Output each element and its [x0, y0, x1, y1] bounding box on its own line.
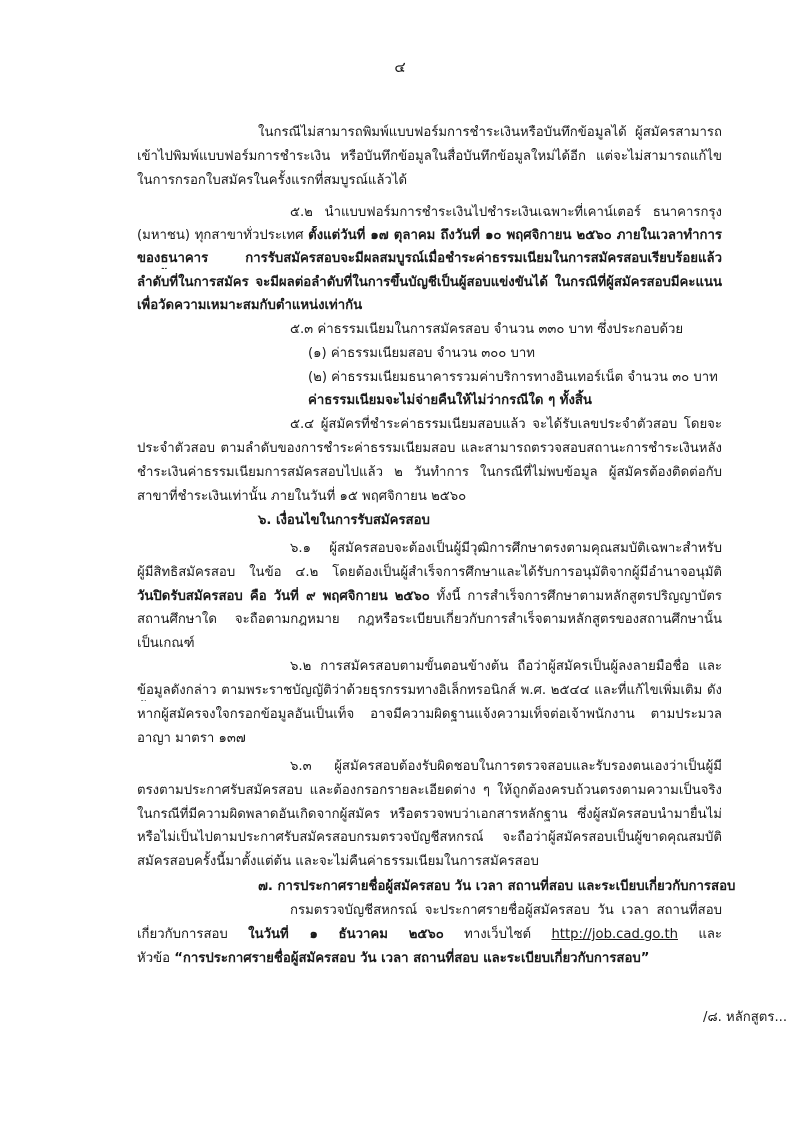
text-run: ชำระเงินค่าธรรมเนียมการสมัครสอบไปแล้ว ๒ วันทำการ ในกรณีที่ไม่พบข้อมูล ผู้สมัครต้องติดต่อกับ [137, 465, 722, 480]
text-line [290, 203, 722, 223]
text-line [290, 901, 722, 921]
text-run: ในการกรอกใบสมัครในครั้งแรกที่สมบูรณ์แล้วได้ [137, 173, 408, 188]
text-run: (๑) ค่าธรรมเนียมสอบ จำนวน ๓๐๐ บาท [308, 346, 535, 361]
text-run: หากผู้สมัครจงใจกรอกข้อมูลอันเป็นเท็จ อาจมีความผิดฐานแจ้งความเท็จต่อเจ้าพนักงาน ตามประมวล [137, 707, 722, 722]
text-line [308, 344, 722, 364]
text-line [290, 415, 722, 435]
text-line [137, 273, 722, 293]
text-line [137, 681, 722, 701]
text-run: ในกรณีไม่สามารถพิมพ์แบบฟอร์มการชำระเงินหรือบันทึกข้อมูลได้ ผู้สมัครสามารถ [258, 125, 722, 140]
text-line [290, 539, 722, 559]
text-run: กรมตรวจบัญชีสหกรณ์ จะประกาศรายชื่อผู้สมัครสอบ วัน เวลา สถานที่สอบ [290, 903, 722, 918]
page-number: ๔ [394, 58, 406, 76]
text-line [137, 805, 722, 825]
text-run: ๕.๓ ค่าธรรมเนียมในการสมัครสอบ จำนวน ๓๓๐ บาท ซึ่งประกอบด้วย [290, 322, 684, 337]
text-run: เป็นเกณฑ์ [137, 636, 195, 651]
text-run: ในกรณีที่มีความผิดพลาดอันเกิดจากผู้สมัคร หรือตรวจพบว่าเอกสารหลักฐาน ซึ่งผู้สมัครสอบนำมายื่นไม่ [137, 807, 722, 822]
text-run: วันปิดรับสมัครสอบ คือ วันที่ ๙ พฤศจิกายน ๒๕๖๐ [137, 589, 430, 604]
text-run: ข้อมูลดังกล่าว ตามพระราชบัญญัติว่าด้วยธุรกรรมทางอิเล็กทรอนิกส์ พ.ศ. ๒๕๔๔ และที่แก้ไขเพิ่มเติม ดัง [137, 683, 722, 698]
text-run: สมัครสอบครั้งนี้มาตั้งแต่ต้น และจะไม่คืนค่าธรรมเนียมในการสมัครสอบ [137, 854, 539, 869]
text-run: ๖.๑ ผู้สมัครสอบจะต้องเป็นผู้มีวุฒิการศึกษาตรงตามคุณสมบัติเฉพาะสำหรับ [290, 541, 722, 556]
url-link[interactable]: http://job.cad.go.th [551, 927, 678, 942]
text-line [290, 320, 722, 340]
text-run: ลำดับที่ในการสมัคร จะมีผลต่อลำดับที่ในการขึ้นบัญชีเป็นผู้สอบแข่งขันได้ ในกรณีที่ผู้สมัครสอบมีคะแนน [137, 275, 722, 290]
text-line [137, 949, 722, 969]
text-run: ๕.๔ ผู้สมัครที่ชำระค่าธรรมเนียมสอบแล้ว จะได้รับเลขประจำตัวสอบ โดยจะ [290, 417, 722, 432]
text-line [258, 123, 722, 143]
text-line [137, 487, 722, 507]
text-line [137, 147, 722, 167]
text-line [137, 171, 722, 191]
text-run: เข้าไปพิมพ์แบบฟอร์มการชำระเงิน หรือบันทึกข้อมูลในสื่อบันทึกข้อมูลใหม่ได้อีก แต่จะไม่สามารถแก้ไข [137, 149, 722, 164]
text-run: อาญา มาตรา ๑๓๗ [137, 731, 246, 746]
text-run: และ [677, 927, 722, 942]
text-line [137, 729, 722, 749]
text-run: เพื่อวัดความเหมาะสมกับตำแหน่งเท่ากัน [137, 298, 363, 313]
text-line [290, 657, 722, 677]
text-line [137, 925, 722, 945]
text-line [308, 368, 722, 388]
text-run: ของธนาคาร การรับสมัครสอบจะมีผลสมบูรณ์เมื่อชำระค่าธรรมเนียมในการสมัครสอบเรียบร้อยแล้ว [137, 251, 722, 266]
continuation-footer: /๘. หลักสูตร... [703, 1010, 788, 1025]
text-run: ๖.๒ การสมัครสอบตามขั้นตอนข้างต้น ถือว่าผู้สมัครเป็นผู้ลงลายมือชื่อ และ [290, 659, 722, 674]
text-run: ทางเว็บไซต์ [443, 927, 552, 942]
text-run: ๗. การประกาศรายชื่อผู้สมัครสอบ วัน เวลา สถานที่สอบ และระเบียบเกี่ยวกับการสอบ [258, 879, 736, 894]
text-run: ผู้มีสิทธิสมัครสอบ ในข้อ ๔.๒ โดยต้องเป็นผู้สำเร็จการศึกษาและได้รับการอนุมัติจากผู้มีอำนาจอนุมัติ [137, 565, 722, 580]
text-run: ๖.๓ ผู้สมัครสอบต้องรับผิดชอบในการตรวจสอบและรับรองตนเองว่าเป็นผู้มี [290, 759, 722, 774]
text-run: ๕.๒ นำแบบฟอร์มการชำระเงินไปชำระเงินเฉพาะที่เคาน์เตอร์ ธนาคารกรุง [290, 205, 722, 220]
text-run: ประจำตัวสอบ ตามลำดับของการชำระค่าธรรมเนียมสอบ และสามารถตรวจสอบสถานะการชำระเงินหลัง [137, 441, 722, 456]
text-line [137, 828, 722, 848]
text-run: เกี่ยวกับการสอบ [137, 927, 249, 942]
text-run: ตั้งแต่วันที่ ๑๗ ตุลาคม ถึงวันที่ ๑๐ พฤศจิกายน ๒๕๖๐ ภายในเวลาทำการ [308, 228, 722, 243]
text-line [290, 757, 722, 777]
text-line [258, 877, 736, 897]
text-line [137, 463, 722, 483]
text-line [137, 226, 722, 246]
text-line [137, 634, 722, 654]
text-line [258, 511, 722, 531]
text-line [137, 249, 722, 269]
text-line [137, 587, 722, 607]
text-run: หรือไม่เป็นไปตามประกาศรับสมัครสอบกรมตรวจบัญชีสหกรณ์ จะถือว่าผู้สมัครสอบเป็นผู้ขาดคุณสมบัติ [137, 830, 722, 845]
text-line [137, 296, 722, 316]
text-run: ในวันที่ ๑ ธันวาคม ๒๕๖๐ [248, 927, 444, 942]
text-line [137, 610, 722, 630]
text-line [137, 439, 722, 459]
text-run: ตรงตามประกาศรับสมัครสอบ และต้องกรอกรายละเอียดต่าง ๆ ให้ถูกต้องครบถ้วนตรงตามความเป็นจริง [137, 783, 722, 798]
text-line [137, 781, 722, 801]
text-run: สาขาที่ชำระเงินเท่านั้น ภายในวันที่ ๑๕ พฤศจิกายน ๒๕๖๐ [137, 489, 467, 504]
text-run: หัวข้อ [137, 951, 175, 966]
text-run: ทั้งนี้ การสำเร็จการศึกษาตามหลักสูตรปริญญาบัตร [436, 589, 722, 604]
text-line [137, 852, 722, 872]
text-run: ค่าธรรมเนียมจะไม่จ่ายคืนให้ไม่ว่ากรณีใด ๆ ทั้งสิ้น [308, 393, 592, 408]
text-run: สถานศึกษาใด จะถือตามกฎหมาย กฎหรือระเบียบเกี่ยวกับการสำเร็จตามหลักสูตรของสถานศึกษานั้น [137, 612, 722, 627]
text-run: ๖. เงื่อนไขในการรับสมัครสอบ [258, 513, 430, 528]
text-run: (๒) ค่าธรรมเนียมธนาคารรวมค่าบริการทางอินเทอร์เน็ต จำนวน ๓๐ บาท [308, 370, 718, 385]
text-run: “การประกาศรายชื่อผู้สมัครสอบ วัน เวลา สถานที่สอบ และระเบียบเกี่ยวกับการสอบ” [174, 951, 650, 966]
text-run: (มหาชน) ทุกสาขาทั่วประเทศ [137, 228, 309, 243]
text-line [137, 705, 722, 725]
text-line [137, 563, 722, 583]
text-line [308, 391, 722, 411]
